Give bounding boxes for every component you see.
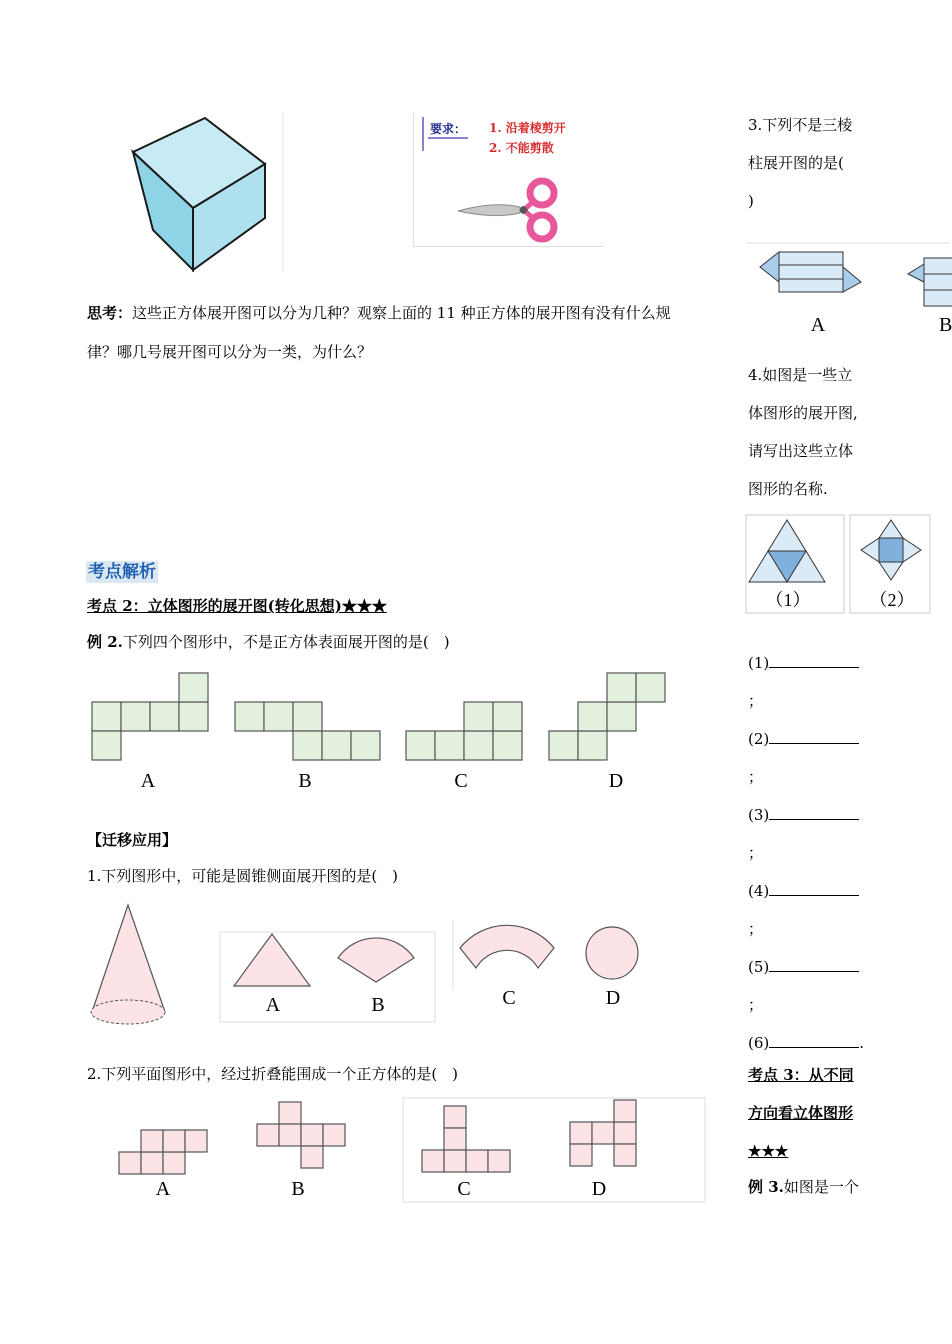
q4-line: 图形的名称. [748, 480, 828, 498]
q3-line: 柱展开图的是( [748, 154, 844, 172]
requirement-title: 要求： [428, 120, 468, 139]
example2-label: 例 2. [87, 633, 123, 651]
example3 [748, 1168, 948, 1206]
transfer-q2: 2.下列平面图形中，经过折叠能围成一个正方体的是( ) [87, 1065, 459, 1083]
transfer-title: 【迁移应用】 [87, 831, 178, 849]
q2-option-b: B [291, 1178, 305, 1200]
q1-option-d: D [605, 987, 621, 1009]
requirement-2: 2. 不能剪散 [489, 141, 554, 155]
q4-line: 体图形的展开图, [748, 404, 858, 422]
example2-option-d: D [608, 770, 624, 792]
example2-option-a: A [140, 770, 156, 792]
blank-4-sep: ； [748, 920, 764, 938]
q1-option-c: C [502, 987, 516, 1009]
scissors-figure [413, 113, 604, 247]
q4-fig-1: （1） [765, 590, 811, 610]
think-label: 思考： [87, 304, 133, 322]
blank-1-number: (1) [748, 654, 770, 672]
blank-1[interactable] [769, 651, 859, 668]
blank-3-number: (3) [748, 806, 770, 824]
blank-6[interactable] [769, 1031, 859, 1048]
q1-option-a: A [265, 994, 281, 1016]
q3-option-b: B [939, 314, 952, 336]
example2-text: 下列四个图形中，不是正方体表面展开图的是( ) [122, 633, 450, 651]
blank-3[interactable] [769, 803, 859, 820]
scissors-icon [454, 175, 564, 243]
point3-line: 考点 3：从不同 [748, 1066, 854, 1084]
blank-6-sep: . [859, 1034, 865, 1052]
point3-line: 方向看立体图形 [748, 1104, 854, 1122]
cube-illustration [125, 112, 285, 277]
q3-option-a: A [810, 314, 826, 336]
point2-title: 考点 2：立体图形的展开图(转化思想)★★★ [87, 597, 387, 615]
point3-title [748, 1056, 948, 1170]
folding-nets-figure [115, 1096, 710, 1206]
blank-3-sep: ； [748, 844, 764, 862]
q1-option-b: B [371, 994, 385, 1016]
think-line2: 律？哪几号展开图可以分为一类，为什么？ [87, 343, 373, 361]
q2-option-c: C [457, 1178, 471, 1200]
answer-blanks [748, 644, 948, 1062]
blank-5-sep: ； [748, 996, 764, 1014]
example2-option-b: B [298, 770, 312, 792]
q4-line: 4.如图是一些立 [748, 366, 853, 384]
q2-option-a: A [155, 1178, 171, 1200]
example3-text: 如图是一个 [783, 1178, 859, 1196]
blank-4-number: (4) [748, 882, 770, 900]
requirement-1: 1. 沿着棱剪开 [489, 121, 566, 135]
q3-line: 3.下列不是三棱 [748, 116, 853, 134]
q3-line: ) [748, 192, 754, 210]
blank-6-number: (6) [748, 1034, 770, 1052]
sidebar-q3 [748, 106, 948, 220]
example2-option-c: C [454, 770, 468, 792]
blank-5-number: (5) [748, 958, 770, 976]
q4-fig-2: （2） [869, 590, 915, 610]
think-line1: 这些正方体展开图可以分为几种？观察上面的 11 种正方体的展开图有没有什么规 [132, 304, 671, 322]
example3-label: 例 3. [748, 1178, 784, 1196]
sidebar-q4 [748, 356, 948, 508]
blank-5[interactable] [769, 955, 859, 972]
transfer-q1: 1.下列图形中，可能是圆锥侧面展开图的是( ) [87, 867, 399, 885]
q4-line: 请写出这些立体 [748, 442, 854, 460]
blank-2-sep: ； [748, 768, 764, 786]
q2-option-d: D [591, 1178, 607, 1200]
blank-4[interactable] [769, 879, 859, 896]
cube-nets-figure [88, 668, 678, 798]
point3-line: ★★★ [748, 1142, 789, 1160]
think-paragraph [87, 294, 732, 372]
blank-2[interactable] [769, 727, 859, 744]
example2 [87, 623, 450, 662]
section-heading: 考点解析 [88, 562, 156, 582]
blank-2-number: (2) [748, 730, 770, 748]
blank-1-sep: ； [748, 692, 764, 710]
prism-nets-figure [746, 242, 950, 342]
